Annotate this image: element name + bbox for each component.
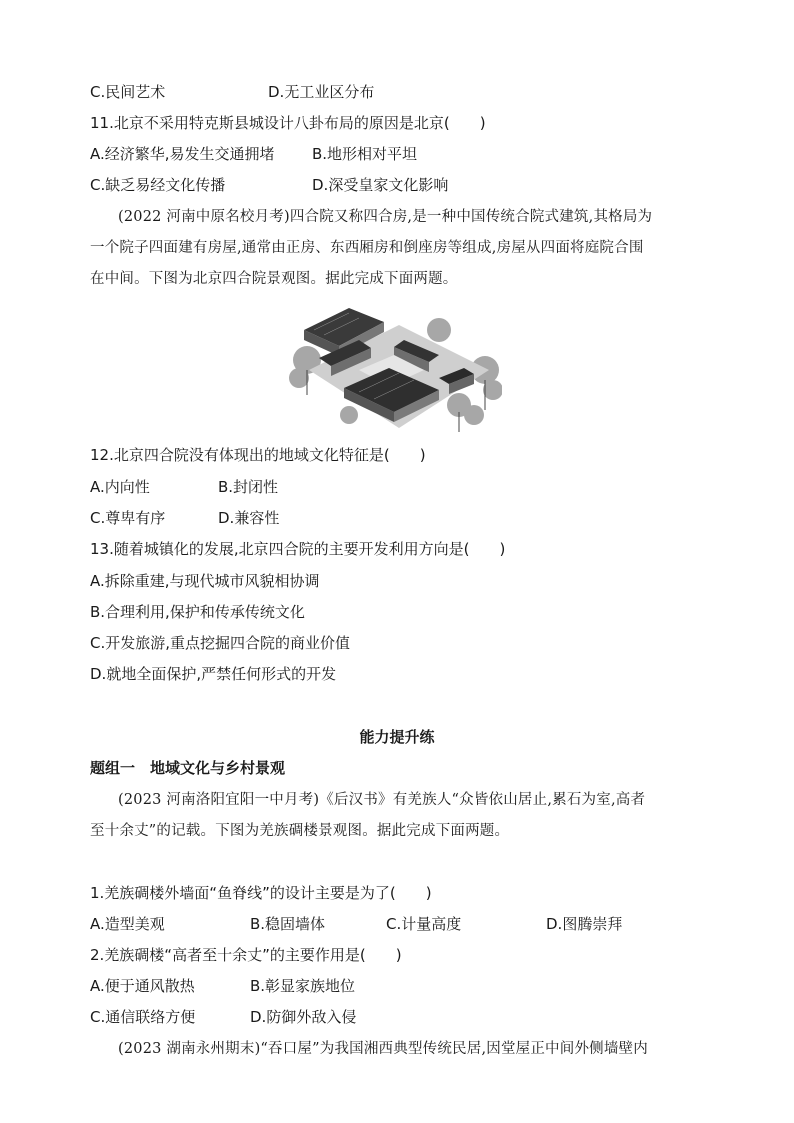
q11-options-cd	[90, 175, 449, 195]
passage2-line2: 至十余丈”的记载。下图为羌族碉楼景观图。据此完成下面两题。	[90, 823, 510, 839]
q2-option-a: A.便于通风散热	[90, 977, 195, 995]
siheyuan-illustration	[289, 300, 502, 435]
q11-options-ab	[90, 144, 418, 164]
q11-stem: 11.北京不采用特克斯县城设计八卦布局的原因是北京( )	[90, 114, 486, 132]
q12-option-b: B.封闭性	[218, 478, 279, 496]
q1-options	[90, 914, 623, 934]
passage1-line3: 在中间。下图为北京四合院景观图。据此完成下面两题。	[90, 271, 458, 287]
q1-option-a: A.造型美观	[90, 915, 165, 933]
q2-option-c: C.通信联络方便	[90, 1008, 196, 1026]
q12-option-a: A.内向性	[90, 478, 150, 496]
q11-option-d: D.深受皇家文化影响	[312, 176, 449, 194]
section-title: 能力提升练	[359, 728, 435, 746]
q11-option-a: A.经济繁华,易发生交通拥堵	[90, 145, 275, 163]
q1-option-b: B.稳固墙体	[250, 915, 326, 933]
q13-option-a: A.拆除重建,与现代城市风貌相协调	[90, 572, 320, 590]
q13-stem: 13.随着城镇化的发展,北京四合院的主要开发利用方向是( )	[90, 540, 506, 558]
q12-stem: 12.北京四合院没有体现出的地域文化特征是( )	[90, 446, 426, 464]
q10-options-cd	[90, 82, 375, 102]
q12-options-cd	[90, 508, 280, 528]
q10-option-d: D.无工业区分布	[268, 83, 375, 101]
q2-option-b: B.彰显家族地位	[250, 977, 356, 995]
q1-option-d: D.图腾崇拜	[546, 915, 623, 933]
q1-option-c: C.计量高度	[386, 915, 462, 933]
q12-option-c: C.尊卑有序	[90, 509, 166, 527]
q2-stem: 2.羌族碉楼“高者至十余丈”的主要作用是( )	[90, 946, 402, 964]
passage3-line1: (2023 湖南永州期末)“吞口屋”为我国湘西典型传统民居,因堂屋正中间外侧墙壁内	[118, 1041, 648, 1057]
q10-option-c: C.民间艺术	[90, 83, 166, 101]
q2-option-d: D.防御外敌入侵	[250, 1008, 357, 1026]
passage1-line1: (2022 河南中原名校月考)四合院又称四合房,是一种中国传统合院式建筑,其格局为	[118, 209, 653, 225]
q2-options-ab	[90, 976, 356, 996]
group-title: 题组一 地域文化与乡村景观	[90, 759, 286, 777]
q13-option-d: D.就地全面保护,严禁任何形式的开发	[90, 665, 337, 683]
q12-options-ab	[90, 477, 279, 497]
q11-option-c: C.缺乏易经文化传播	[90, 176, 226, 194]
q2-options-cd	[90, 1007, 357, 1027]
q1-stem: 1.羌族碉楼外墙面“鱼脊线”的设计主要是为了( )	[90, 884, 432, 902]
q13-option-c: C.开发旅游,重点挖掘四合院的商业价值	[90, 634, 351, 652]
passage1-line2: 一个院子四面建有房屋,通常由正房、东西厢房和倒座房等组成,房屋从四面将庭院合围	[90, 240, 644, 256]
q11-option-b: B.地形相对平坦	[312, 145, 418, 163]
q13-option-b: B.合理利用,保护和传承传统文化	[90, 603, 305, 621]
passage2-line1: (2023 河南洛阳宜阳一中月考)《后汉书》有羌族人“众皆依山居止,累石为室,高者	[118, 792, 646, 808]
q12-option-d: D.兼容性	[218, 509, 280, 527]
